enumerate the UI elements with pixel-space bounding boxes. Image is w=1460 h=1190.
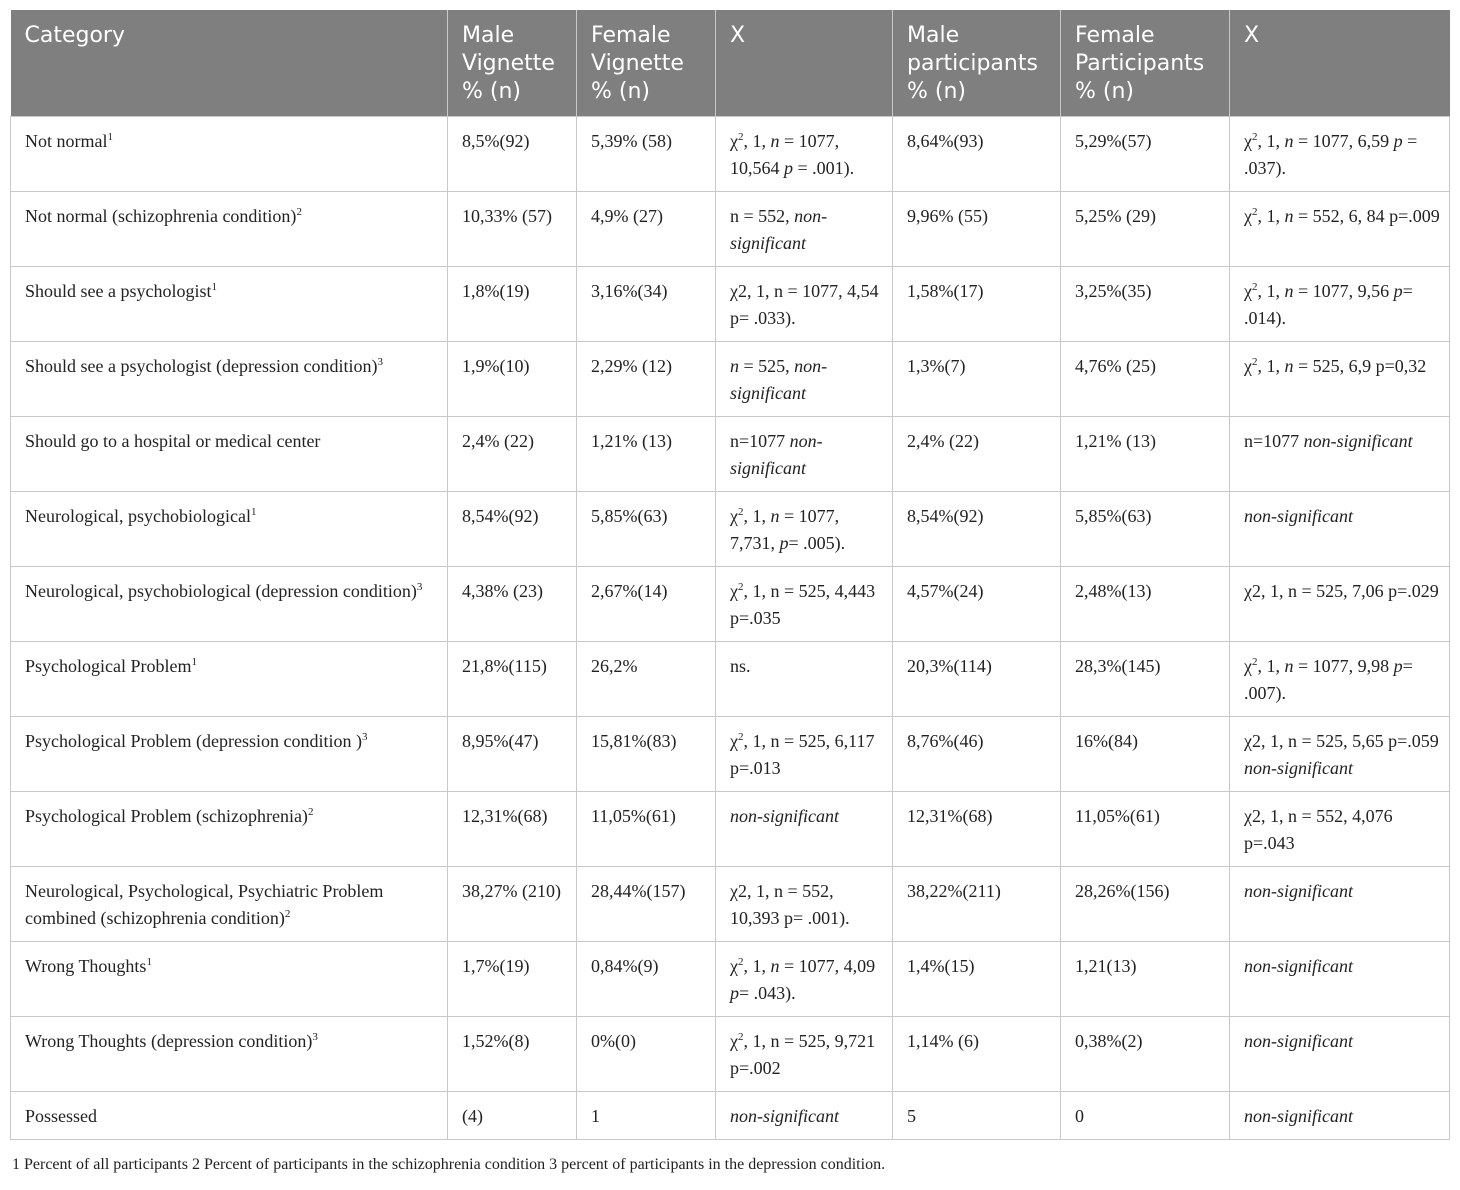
female-vignette-cell: 2,67%(14) — [577, 567, 716, 642]
table-row — [11, 117, 1450, 192]
female-participants-cell: 4,76% (25) — [1061, 342, 1230, 417]
male-participants-cell: 8,64%(93) — [893, 117, 1061, 192]
male-participants-cell: 12,31%(68) — [893, 792, 1061, 867]
category-cell — [11, 942, 448, 1017]
results-table-container — [10, 10, 1449, 1140]
chi-square-participants-cell — [1230, 717, 1450, 792]
chi-square-participants-cell — [1230, 267, 1450, 342]
results-table — [10, 10, 1450, 1140]
stat-text: , 1, — [1257, 356, 1285, 376]
chi-square-vignette-cell — [716, 1017, 893, 1092]
category-label: Neurological, Psychological, Psychiatric Problem combined (schizophrenia condition) — [25, 881, 384, 928]
category-label: Possessed — [25, 1106, 98, 1126]
chi-square-participants-cell — [1230, 867, 1450, 942]
stat-text: n — [1284, 356, 1294, 376]
header-male-vignette: Male Vignette % (n) — [448, 10, 577, 117]
category-label: Not normal (schizophrenia condition) — [25, 206, 297, 226]
female-participants-cell: 28,3%(145) — [1061, 642, 1230, 717]
superscript: 2 — [738, 581, 744, 593]
stat-text: , 1, n = 525, 4,443 p=.035 — [730, 581, 876, 628]
category-label: Neurological, psychobiological (depression condition) — [25, 581, 417, 601]
stat-text: non-significant — [1244, 1106, 1353, 1126]
stat-text: ns. — [730, 656, 751, 676]
stat-text: χ — [1244, 356, 1252, 376]
male-participants-cell: 20,3%(114) — [893, 642, 1061, 717]
female-vignette-cell: 26,2% — [577, 642, 716, 717]
stat-text: n — [1284, 206, 1294, 226]
table-row — [11, 492, 1450, 567]
stat-text: = 1077, 10,564 — [730, 131, 840, 178]
stat-text: n — [1284, 281, 1294, 301]
female-vignette-cell: 5,85%(63) — [577, 492, 716, 567]
female-participants-cell: 1,21% (13) — [1061, 417, 1230, 492]
stat-text: , 1, — [743, 956, 771, 976]
male-participants-cell: 1,3%(7) — [893, 342, 1061, 417]
category-label: Wrong Thoughts — [25, 956, 147, 976]
chi-square-vignette-cell — [716, 717, 893, 792]
stat-text: non-significant — [730, 206, 828, 253]
footnote-marker: 3 — [416, 581, 423, 593]
category-label: Psychological Problem — [25, 656, 192, 676]
category-cell — [11, 642, 448, 717]
header-x-participants: X — [1230, 10, 1450, 117]
stat-text: n — [770, 506, 780, 526]
male-vignette-cell: 2,4% (22) — [448, 417, 577, 492]
footnote-marker: 1 — [211, 281, 217, 293]
male-vignette-cell: 1,8%(19) — [448, 267, 577, 342]
male-vignette-cell: 8,95%(47) — [448, 717, 577, 792]
male-vignette-cell: (4) — [448, 1092, 577, 1140]
stat-text: χ2, 1, n = 1077, 4,54 p= .033). — [730, 281, 879, 328]
table-row — [11, 717, 1450, 792]
superscript: 2 — [1252, 206, 1258, 218]
male-participants-cell: 1,14% (6) — [893, 1017, 1061, 1092]
female-vignette-cell: 0,84%(9) — [577, 942, 716, 1017]
chi-square-vignette-cell — [716, 567, 893, 642]
category-label: Not normal — [25, 131, 108, 151]
stat-text: p — [779, 533, 789, 553]
female-participants-cell: 0 — [1061, 1092, 1230, 1140]
male-participants-cell: 38,22%(211) — [893, 867, 1061, 942]
stat-text: χ — [1244, 131, 1252, 151]
stat-text: , 1, — [1257, 281, 1285, 301]
superscript: 2 — [738, 506, 744, 518]
chi-square-vignette-cell — [716, 492, 893, 567]
category-cell — [11, 492, 448, 567]
category-cell — [11, 1017, 448, 1092]
chi-square-participants-cell — [1230, 792, 1450, 867]
stat-text: χ — [1244, 281, 1252, 301]
stat-text: , 1, — [1257, 131, 1285, 151]
chi-square-vignette-cell — [716, 417, 893, 492]
header-category: Category — [11, 10, 448, 117]
chi-square-participants-cell — [1230, 117, 1450, 192]
stat-text: non-significant — [1244, 1031, 1353, 1051]
header-x-vignette: X — [716, 10, 893, 117]
stat-text: non-significant — [730, 806, 839, 826]
stat-text: p — [1393, 281, 1403, 301]
table-row — [11, 642, 1450, 717]
chi-square-participants-cell — [1230, 1017, 1450, 1092]
male-vignette-cell: 1,9%(10) — [448, 342, 577, 417]
stat-text: = .001). — [793, 158, 855, 178]
male-participants-cell: 2,4% (22) — [893, 417, 1061, 492]
chi-square-vignette-cell — [716, 267, 893, 342]
female-participants-cell: 2,48%(13) — [1061, 567, 1230, 642]
category-label: Should go to a hospital or medical center — [25, 431, 321, 451]
female-participants-cell: 5,29%(57) — [1061, 117, 1230, 192]
female-vignette-cell: 4,9% (27) — [577, 192, 716, 267]
stat-text: p — [730, 983, 739, 1003]
footnote-marker: 1 — [250, 506, 257, 518]
male-participants-cell: 1,58%(17) — [893, 267, 1061, 342]
stat-text: = 552, 6, 84 p=.009 — [1293, 206, 1440, 226]
stat-text: χ2, 1, n = 525, 5,65 p=.059 — [1244, 731, 1439, 751]
female-vignette-cell: 1,21% (13) — [577, 417, 716, 492]
table-row — [11, 867, 1450, 942]
stat-text: = .037). — [1244, 131, 1418, 178]
male-participants-cell: 4,57%(24) — [893, 567, 1061, 642]
category-label: Neurological, psychobiological — [25, 506, 251, 526]
table-row — [11, 567, 1450, 642]
category-cell — [11, 192, 448, 267]
female-vignette-cell: 1 — [577, 1092, 716, 1140]
stat-text: , 1, — [743, 506, 771, 526]
category-cell — [11, 792, 448, 867]
table-row — [11, 1092, 1450, 1140]
footnote-marker: 2 — [284, 908, 291, 920]
stat-text: , 1, — [1257, 206, 1285, 226]
category-cell — [11, 867, 448, 942]
category-cell — [11, 717, 448, 792]
female-participants-cell: 3,25%(35) — [1061, 267, 1230, 342]
stat-text: = .007). — [1244, 656, 1413, 703]
superscript: 2 — [1252, 131, 1258, 143]
chi-square-participants-cell — [1230, 192, 1450, 267]
stat-text: n — [770, 131, 780, 151]
male-participants-cell: 8,76%(46) — [893, 717, 1061, 792]
table-row — [11, 942, 1450, 1017]
stat-text: χ — [730, 581, 738, 601]
stat-text: p — [784, 158, 793, 178]
female-participants-cell: 11,05%(61) — [1061, 792, 1230, 867]
stat-text: non-significant — [1244, 506, 1353, 526]
female-participants-cell: 0,38%(2) — [1061, 1017, 1230, 1092]
male-vignette-cell: 10,33% (57) — [448, 192, 577, 267]
stat-text: non-significant — [730, 1106, 839, 1126]
stat-text: = .005). — [788, 533, 846, 553]
male-vignette-cell: 21,8%(115) — [448, 642, 577, 717]
stat-text: χ — [730, 506, 738, 526]
stat-text: = 525, 6,9 p=0,32 — [1293, 356, 1427, 376]
stat-text: non-significant — [1244, 956, 1353, 976]
stat-text: non-significant — [1244, 881, 1353, 901]
category-cell — [11, 1092, 448, 1140]
female-vignette-cell: 2,29% (12) — [577, 342, 716, 417]
chi-square-vignette-cell — [716, 1092, 893, 1140]
stat-text: , 1, n = 525, 6,117 p=.013 — [730, 731, 875, 778]
stat-text: χ — [1244, 206, 1252, 226]
stat-text: p — [1393, 131, 1403, 151]
chi-square-participants-cell — [1230, 567, 1450, 642]
header-row — [11, 10, 1450, 117]
footnote-marker: 2 — [296, 206, 302, 218]
footnote-marker: 3 — [361, 731, 368, 743]
stat-text: n — [1284, 656, 1294, 676]
female-vignette-cell: 28,44%(157) — [577, 867, 716, 942]
stat-text: χ — [1244, 656, 1252, 676]
stat-text: n = 552, — [730, 206, 795, 226]
header-female-participants: Female Participants % (n) — [1061, 10, 1230, 117]
chi-square-vignette-cell — [716, 642, 893, 717]
female-vignette-cell: 15,81%(83) — [577, 717, 716, 792]
male-vignette-cell: 12,31%(68) — [448, 792, 577, 867]
female-vignette-cell: 11,05%(61) — [577, 792, 716, 867]
female-participants-cell: 16%(84) — [1061, 717, 1230, 792]
stat-text: = 1077, 9,56 — [1293, 281, 1394, 301]
male-vignette-cell: 38,27% (210) — [448, 867, 577, 942]
male-participants-cell: 9,96% (55) — [893, 192, 1061, 267]
stat-text: χ2, 1, n = 552, 10,393 p= .001). — [730, 881, 850, 928]
category-label: Wrong Thoughts (depression condition) — [25, 1031, 313, 1051]
superscript: 2 — [738, 131, 744, 143]
chi-square-vignette-cell — [716, 867, 893, 942]
superscript: 2 — [1252, 281, 1258, 293]
stat-text: n — [1284, 131, 1294, 151]
stat-text: n — [730, 356, 739, 376]
female-participants-cell: 5,85%(63) — [1061, 492, 1230, 567]
chi-square-participants-cell — [1230, 642, 1450, 717]
chi-square-vignette-cell — [716, 192, 893, 267]
male-vignette-cell: 1,7%(19) — [448, 942, 577, 1017]
chi-square-vignette-cell — [716, 342, 893, 417]
category-label: Psychological Problem (schizophrenia) — [25, 806, 308, 826]
stat-text: non-significant — [730, 356, 828, 403]
male-vignette-cell: 1,52%(8) — [448, 1017, 577, 1092]
stat-text: n — [770, 956, 780, 976]
stat-text: = 1077, 6,59 — [1293, 131, 1394, 151]
stat-text: n=1077 — [730, 431, 790, 451]
female-participants-cell: 28,26%(156) — [1061, 867, 1230, 942]
stat-text: χ2, 1, n = 552, 4,076 p=.043 — [1244, 806, 1393, 853]
footnote-marker: 3 — [312, 1031, 318, 1043]
stat-text: = 1077, 7,731, — [730, 506, 840, 553]
category-label: Should see a psychologist — [25, 281, 212, 301]
stat-text: non-significant — [1303, 431, 1413, 451]
stat-text: non-significant — [1244, 758, 1353, 778]
superscript: 2 — [738, 731, 744, 743]
category-cell — [11, 567, 448, 642]
stat-text: , 1, — [1257, 656, 1285, 676]
superscript: 2 — [738, 956, 744, 968]
female-vignette-cell: 5,39% (58) — [577, 117, 716, 192]
stat-text: = 1077, 4,09 — [779, 956, 876, 976]
chi-square-participants-cell — [1230, 1092, 1450, 1140]
header-female-vignette: Female Vignette % (n) — [577, 10, 716, 117]
male-participants-cell: 1,4%(15) — [893, 942, 1061, 1017]
stat-text: χ — [730, 131, 738, 151]
stat-text: , 1, n = 525, 9,721 p=.002 — [730, 1031, 876, 1078]
category-label: Should see a psychologist (depression condition) — [25, 356, 378, 376]
footnote-marker: 3 — [377, 356, 383, 368]
footnote-marker: 1 — [107, 131, 113, 143]
male-vignette-cell: 4,38% (23) — [448, 567, 577, 642]
table-row — [11, 1017, 1450, 1092]
footnote-marker: 2 — [307, 806, 314, 818]
table-row — [11, 267, 1450, 342]
footnote-marker: 1 — [191, 656, 197, 668]
male-vignette-cell: 8,54%(92) — [448, 492, 577, 567]
chi-square-participants-cell — [1230, 492, 1450, 567]
stat-text: χ — [730, 731, 738, 751]
male-vignette-cell: 8,5%(92) — [448, 117, 577, 192]
table-row — [11, 192, 1450, 267]
category-cell — [11, 267, 448, 342]
chi-square-participants-cell — [1230, 417, 1450, 492]
category-label: Psychological Problem (depression condition ) — [25, 731, 362, 751]
table-row — [11, 342, 1450, 417]
superscript: 2 — [1252, 656, 1258, 668]
chi-square-participants-cell — [1230, 942, 1450, 1017]
stat-text: = .043). — [739, 983, 796, 1003]
male-participants-cell: 8,54%(92) — [893, 492, 1061, 567]
stat-text: non-significant — [730, 431, 823, 478]
chi-square-vignette-cell — [716, 792, 893, 867]
stat-text: = .014). — [1244, 281, 1413, 328]
stat-text: χ2, 1, n = 525, 7,06 p=.029 — [1244, 581, 1439, 601]
female-vignette-cell: 3,16%(34) — [577, 267, 716, 342]
footnote-marker: 1 — [146, 956, 152, 968]
stat-text: n=1077 — [1244, 431, 1304, 451]
superscript: 2 — [1252, 356, 1258, 368]
header-male-participants: Male participants % (n) — [893, 10, 1061, 117]
chi-square-vignette-cell — [716, 117, 893, 192]
female-vignette-cell: 0%(0) — [577, 1017, 716, 1092]
superscript: 2 — [738, 1031, 744, 1043]
female-participants-cell: 1,21(13) — [1061, 942, 1230, 1017]
male-participants-cell: 5 — [893, 1092, 1061, 1140]
stat-text: = 1077, 9,98 — [1293, 656, 1394, 676]
stat-text: χ — [730, 956, 738, 976]
female-participants-cell: 5,25% (29) — [1061, 192, 1230, 267]
table-row — [11, 792, 1450, 867]
stat-text: , 1, — [743, 131, 771, 151]
table-row — [11, 417, 1450, 492]
stat-text: = 525, — [739, 356, 795, 376]
chi-square-participants-cell — [1230, 342, 1450, 417]
stat-text: p — [1393, 656, 1403, 676]
category-cell — [11, 342, 448, 417]
category-cell — [11, 417, 448, 492]
stat-text: χ — [730, 1031, 738, 1051]
category-cell — [11, 117, 448, 192]
table-footnote: 1 Percent of all participants 2 Percent of participants in the schizophrenia condition 3 percent of participants in the depression condition. — [12, 1156, 886, 1173]
chi-square-vignette-cell — [716, 942, 893, 1017]
